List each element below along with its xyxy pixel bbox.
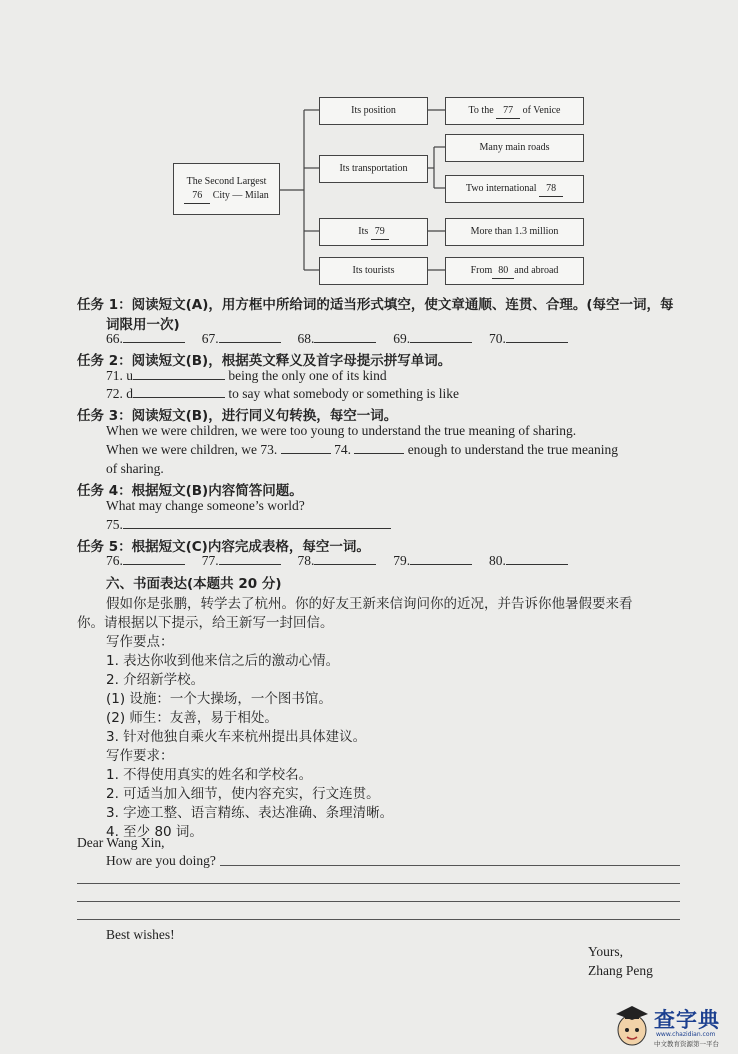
task3-sentence2-cont: of sharing. — [106, 461, 164, 476]
answer-73[interactable] — [281, 453, 331, 454]
answer-80[interactable] — [506, 564, 568, 565]
diagram-connectors — [0, 0, 738, 300]
root-line1: The Second Largest — [186, 175, 267, 187]
branch-transportation: Its transportation — [319, 155, 428, 183]
point-3: 3. 针对他独自乘火车来杭州提出具体建议。 — [106, 729, 367, 745]
writing-line-4[interactable] — [77, 919, 680, 920]
branch-tourists: Its tourists — [319, 257, 428, 285]
task2-title: 任务 2：阅读短文(B)，根据英文释义及首字母提示拼写单词。 — [77, 353, 452, 369]
detail-position: To the 77 of Venice — [445, 97, 584, 125]
diagram-root-box — [173, 163, 280, 215]
q75: 75. — [106, 517, 391, 533]
branch-position: Its position — [319, 97, 428, 125]
answer-69[interactable] — [410, 342, 472, 343]
point-2: 2. 介绍新学校。 — [106, 672, 205, 688]
task4-question: What may change someone’s world? — [106, 498, 305, 513]
answer-78[interactable] — [314, 564, 376, 565]
answer-77[interactable] — [219, 564, 281, 565]
point-2-1: (1) 设施：一个大操场，一个图书馆。 — [106, 691, 332, 707]
letter-closing: Best wishes! — [106, 927, 175, 942]
task3-sentence1: When we were children, we were too young to understand the true meaning of sharing. — [106, 423, 577, 438]
task1-blanks: 66. 67. 68. 69. 70. — [106, 331, 568, 347]
writing-line-3[interactable] — [77, 901, 680, 902]
answer-70[interactable] — [506, 342, 568, 343]
detail-roads: Many main roads — [445, 134, 584, 162]
letter-greeting: Dear Wang Xin, — [77, 835, 165, 850]
logo-text: 查字典 — [654, 1008, 720, 1032]
task3-sentence2: When we were children, we 73. 74. enough to understand the true meaning — [106, 442, 619, 457]
answer-75[interactable] — [123, 528, 391, 529]
req-1: 1. 不得使用真实的姓名和学校名。 — [106, 767, 313, 783]
task1-title-cont: 词限用一次) — [106, 317, 180, 333]
root-line2: City — Milan — [212, 189, 269, 201]
task1-title: 任务 1：阅读短文(A)，用方框中所给词的适当形式填空，使文章通顺、连贯、合理。(每空一词，每 — [77, 297, 674, 313]
writing-heading: 六、书面表达(本题共 20 分) — [106, 576, 282, 592]
point-2-2: (2) 师生：友善，易于相处。 — [106, 710, 278, 726]
detail-international: Two international 78 — [445, 175, 584, 203]
answer-79[interactable] — [410, 564, 472, 565]
req-4: 4. 至少 80 词。 — [106, 824, 203, 840]
writing-line-2[interactable] — [77, 883, 680, 884]
task5-blanks: 76. 77. 78. 79. 80. — [106, 553, 568, 569]
writing-intro-1: 假如你是张鹏，转学去了杭州。你的好友王新来信询问你的近况，并告诉你他暑假要来看 — [106, 596, 633, 612]
writing-line-1[interactable] — [220, 865, 680, 866]
chazidian-logo — [612, 1000, 730, 1048]
letter-signature: Zhang Peng — [588, 963, 653, 978]
point-1: 1. 表达你收到他来信之后的激动心情。 — [106, 653, 340, 669]
task4-title: 任务 4：根据短文(B)内容简答问题。 — [77, 483, 303, 499]
letter-yours: Yours, — [588, 944, 624, 959]
requirements-title: 写作要求： — [106, 748, 174, 764]
answer-67[interactable] — [219, 342, 281, 343]
blank-76: 76 — [184, 189, 210, 204]
answer-71[interactable] — [133, 379, 225, 380]
answer-74[interactable] — [354, 453, 404, 454]
answer-68[interactable] — [314, 342, 376, 343]
task3-title: 任务 3：阅读短文(B)，进行同义句转换，每空一词。 — [77, 408, 398, 424]
blank-79: 79 — [371, 225, 389, 240]
points-title: 写作要点： — [106, 634, 174, 650]
q72: 72. d to say what somebody or something is like — [106, 386, 459, 401]
q71: 71. u being the only one of its kind — [106, 368, 387, 383]
logo-url: www.chazidian.com — [656, 1031, 716, 1038]
scholar-mascot-icon — [612, 1000, 652, 1048]
answer-72[interactable] — [133, 397, 225, 398]
req-3: 3. 字迹工整、语言精练、表达准确、条理清晰。 — [106, 805, 394, 821]
answer-76[interactable] — [123, 564, 185, 565]
blank-77: 77 — [496, 104, 520, 119]
task5-title: 任务 5：根据短文(C)内容完成表格，每空一词。 — [77, 539, 370, 555]
logo-subtitle: 中文教育资源第一平台 — [654, 1040, 719, 1048]
answer-66[interactable] — [123, 342, 185, 343]
letter-opening: How are you doing? — [106, 853, 216, 868]
branch-79: Its 79 — [319, 218, 428, 246]
req-2: 2. 可适当加入细节，使内容充实，行文连贯。 — [106, 786, 380, 802]
detail-population: More than 1.3 million — [445, 218, 584, 246]
blank-80: 80 — [492, 264, 514, 279]
detail-tourists: From 80 and abroad — [445, 257, 584, 285]
blank-78: 78 — [539, 182, 563, 197]
writing-intro-2: 你。请根据以下提示，给王新写一封回信。 — [77, 615, 334, 631]
